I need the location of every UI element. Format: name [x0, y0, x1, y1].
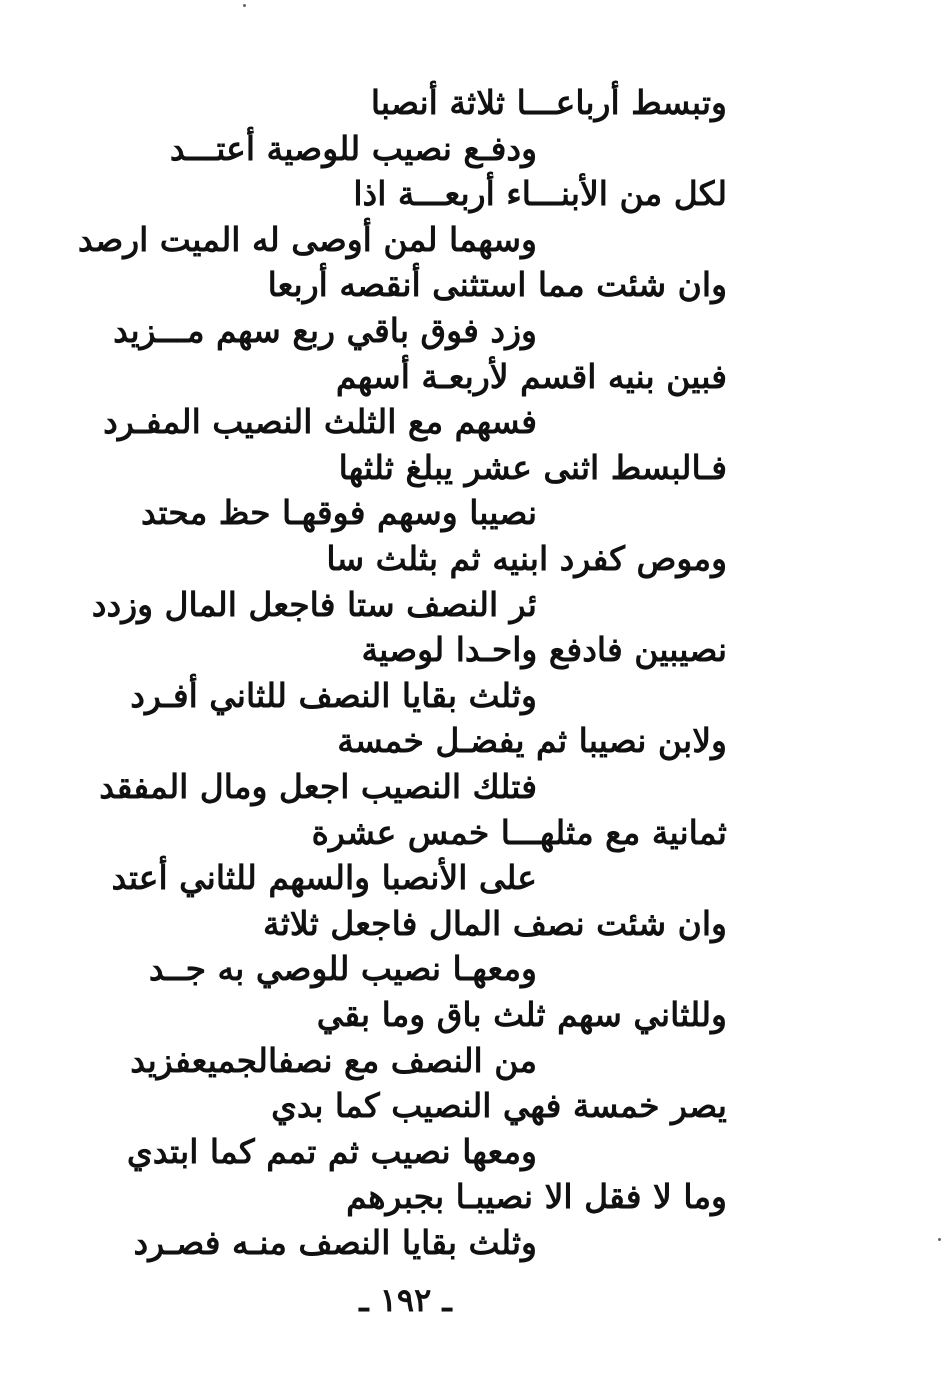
verse-first-hemistich: فـالبسط اثنى عشر يبلغ ثلثها	[338, 448, 727, 487]
verse-first-hemistich: وان شئت مما استثنى أنقصه أربعا	[267, 265, 727, 304]
page-number	[0, 1278, 951, 1322]
verse-second-hemistich: ومعها نصيب ثم تمم كما ابتدي	[126, 1132, 537, 1171]
print-speck	[243, 4, 246, 7]
verse-first-hemistich: لكل من الأبنـــاء أربعـــة اذا	[353, 174, 727, 213]
verse-second-hemistich: فتلك النصيب اجعل ومال المفقد	[99, 767, 537, 806]
verse-first-hemistich: ثمانية مع مثلهـــا خمس عشرة	[311, 813, 727, 852]
verse-second-hemistich: ئر النصف ستا فاجعل المال وزدد	[91, 585, 537, 624]
verse-first-hemistich: فبين بنيه اقسم لأربعـة أسهم	[335, 357, 727, 396]
verse-second-hemistich: ودفـع نصيب للوصية أعتـــد	[169, 129, 537, 168]
verse-second-hemistich: من النصف مع نصفالجميعفزيد	[130, 1041, 537, 1080]
verse-second-hemistich: نصيبا وسهم فوقهـا حظ محتد	[141, 493, 537, 532]
page-number-text: ـ ١٩٢ ـ	[359, 1281, 452, 1319]
verse-second-hemistich: فسهم مع الثلث النصيب المفـرد	[103, 402, 537, 441]
verse-first-hemistich: وتبسط أرباعـــا ثلاثة أنصبا	[370, 83, 727, 122]
verse-first-hemistich: وان شئت نصف المال فاجعل ثلاثة	[263, 904, 727, 943]
verse-first-hemistich: وما لا فقل الا نصيبـا بجبرهم	[346, 1177, 727, 1216]
verse-second-hemistich: وزد فوق باقي ربع سهم مـــزيد	[113, 311, 537, 350]
verse-second-hemistich: وثلث بقايا النصف للثاني أفـرد	[130, 676, 537, 715]
print-speck	[938, 1238, 941, 1241]
verse-first-hemistich: ولابن نصيبا ثم يفضـل خمسة	[337, 721, 727, 760]
verse-second-hemistich: وثلث بقايا النصف منـه فصـرد	[133, 1223, 537, 1262]
verse-second-hemistich: وسهما لمن أوصى له الميت ارصد	[77, 220, 537, 259]
verse-second-hemistich: على الأنصبا والسهم للثاني أعتد	[111, 858, 537, 897]
verse-first-hemistich: وللثاني سهم ثلث باق وما بقي	[316, 995, 727, 1034]
verse-first-hemistich: نصيبين فادفع واحـدا لوصية	[361, 630, 727, 669]
verse-second-hemistich: ومعهـا نصيب للوصي به جــد	[148, 949, 537, 988]
verse-first-hemistich: يصر خمسة فهي النصيب كما بدي	[271, 1086, 727, 1125]
verse-first-hemistich: وموص كفرد ابنيه ثم بثلث سا	[326, 539, 727, 578]
